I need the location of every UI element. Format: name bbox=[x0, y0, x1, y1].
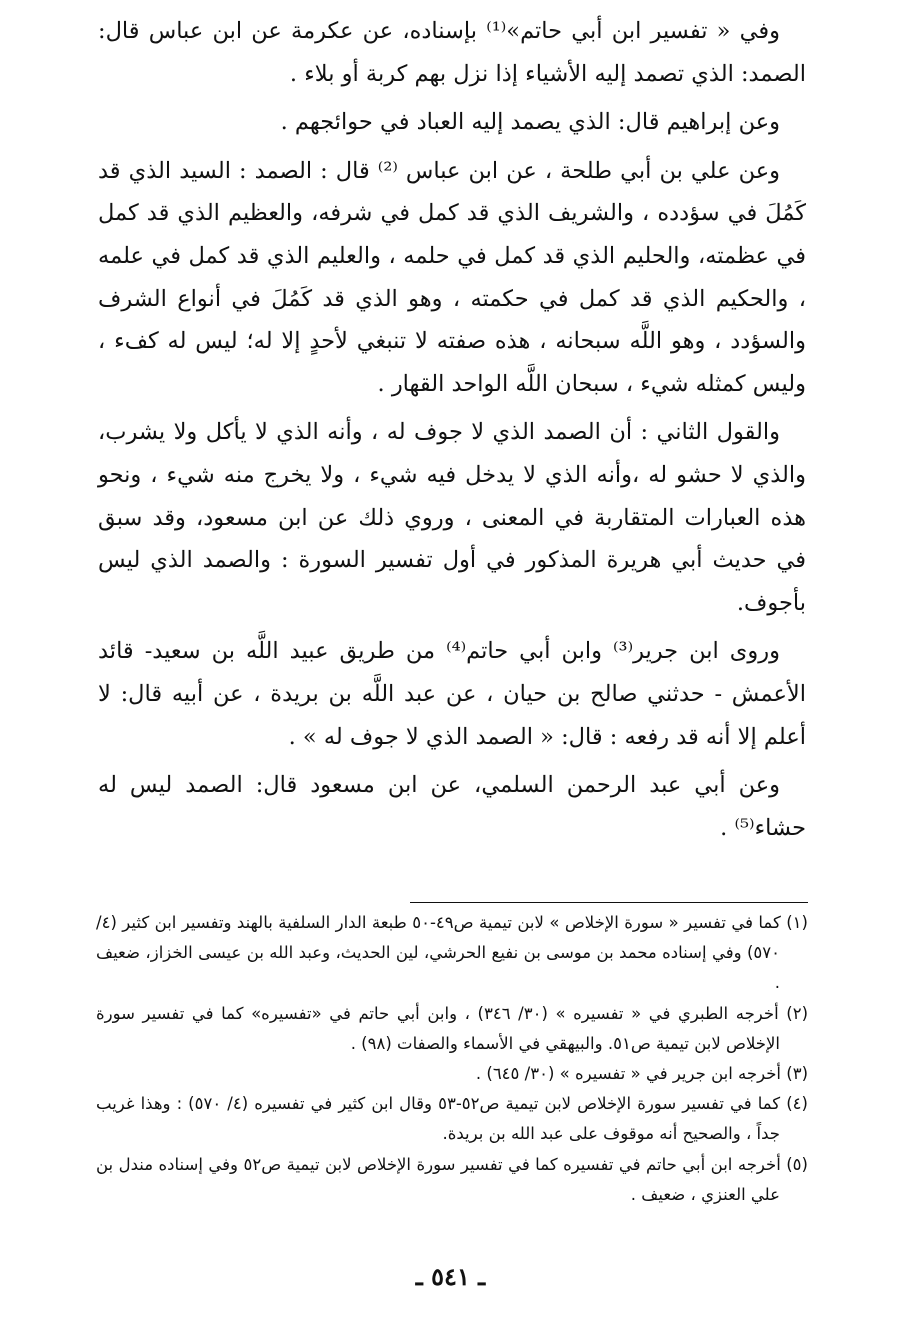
paragraph-5: وروى ابن جرير⁽³⁾ وابن أبي حاتم⁽⁴⁾ من طريق عبيد اللَّه بن سعيد- قائد الأعمش - حدثني صالح بن حيان ، عن عبد اللَّه بن بريدة ، عن أبيه قال: لا أعلم إلا أنه قد رفعه : قال: « الصمد الذي لا جوف له » . bbox=[98, 638, 806, 750]
page-number: ـ ٥٤١ ـ bbox=[415, 1262, 486, 1291]
footnote-2: (٢) أخرجه الطبري في « تفسيره » (٣٠/ ٣٤٦) ، وابن أبي حاتم في «تفسيره» كما في تفسير سورة الإخلاص لابن تيمية ص٥١. والبيهقي في الأسماء والصفات (٩٨) . bbox=[96, 1003, 808, 1053]
main-text bbox=[98, 10, 806, 855]
paragraph-1: وفي « تفسير ابن أبي حاتم»⁽¹⁾ بإسناده، عن عكرمة عن ابن عباس قال: الصمد: الذي تصمد إليه الأشياء إذا نزل بهم كربة أو بلاء . bbox=[98, 18, 806, 87]
paragraph-4: والقول الثاني : أن الصمد الذي لا جوف له ، وأنه الذي لا يأكل ولا يشرب، والذي لا حشو له ،وأنه الذي لا يدخل فيه شيء ، ولا يخرج منه شيء ، ونحو هذه العبارات المتقاربة في المعنى ، وروي ذلك عن ابن مسعود، وقد سبق في حديث أبي هريرة المذكور في أول تفسير السورة : والصمد الذي ليس بأجوف. bbox=[98, 419, 806, 616]
paragraph-3: وعن علي بن أبي طلحة ، عن ابن عباس ⁽²⁾ قال : الصمد : السيد الذي قد كَمُلَ في سؤدده ، والشريف الذي قد كمل في شرفه، والعظيم الذي قد كمل في عظمته، والحليم الذي قد كمل في حلمه ، والعليم الذي قد كمل في علمه ، والحكيم الذي قد كمل في حكمته ، وهو الذي قد كَمُلَ في أنواع الشرف والسؤدد ، وهو اللَّه سبحانه ، هذه صفته لا تنبغي لأحدٍ إلا له؛ ليس له كفء ، وليس كمثله شيء ، سبحان اللَّه الواحد القهار . bbox=[98, 157, 806, 397]
footnotes bbox=[96, 908, 808, 1210]
paragraph-2: وعن إبراهيم قال: الذي يصمد إليه العباد في حوائجهم . bbox=[280, 109, 780, 136]
footnote-3: (٣) أخرجه ابن جرير في « تفسيره » (٣٠/ ٦٤٥) . bbox=[475, 1064, 808, 1084]
footnote-1: (١) كما في تفسير « سورة الإخلاص » لابن تيمية ص٤٩-٥٠ طبعة الدار السلفية بالهند وتفسير ابن كثير (٤/ ٥٧٠) وفي إسناده محمد بن موسى بن نفيع الحرشي، لين الحديث، وعبد الله بن عيسى الخزاز، ضعيف . bbox=[96, 913, 808, 993]
footnote-4: (٤) كما في تفسير سورة الإخلاص لابن تيمية ص٥٢-٥٣ وقال ابن كثير في تفسيره (٤/ ٥٧٠) : وهذا غريب جداً ، والصحيح أنه موقوف على عبد الله بن بريدة. bbox=[96, 1094, 808, 1144]
footnote-separator bbox=[410, 902, 808, 903]
paragraph-6: وعن أبي عبد الرحمن السلمي، عن ابن مسعود قال: الصمد ليس له حشاء⁽⁵⁾ . bbox=[98, 772, 806, 841]
footnote-5: (٥) أخرجه ابن أبي حاتم في تفسيره كما في تفسير سورة الإخلاص لابن تيمية ص٥٢ وفي إسناده مندل بن علي العنزي ، ضعيف . bbox=[96, 1154, 808, 1204]
